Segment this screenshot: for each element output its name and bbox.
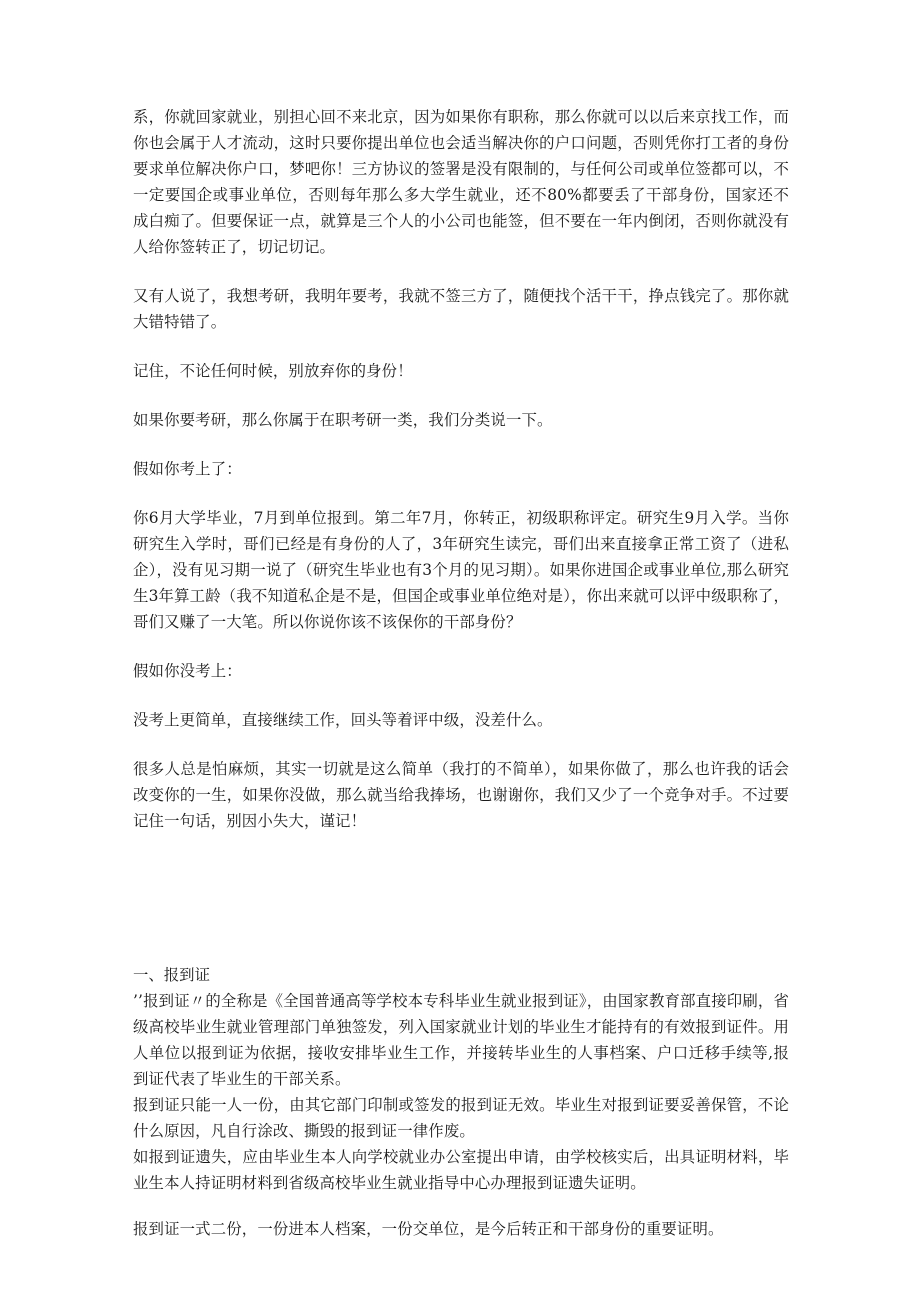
section-heading: 一、报到证	[133, 966, 210, 984]
paragraph: 如果你要考研，那么你属于在职考研一类，我们分类说一下。	[133, 411, 553, 429]
paragraph: 很多人总是怕麻烦，其实一切就是这么简单（我打的不简单），如果你做了，那么也许我的话会改变你的一生，如果你没做，那么就当给我捧场，也谢谢你，我们又少了一个竞争对手。不过要记住一句话，别因小失大，谨记！	[133, 760, 789, 830]
paragraph: 又有人说了，我想考研，我明年要考，我就不签三方了，随便找个活干干，挣点钱完了。那你就大错特错了。	[133, 287, 789, 331]
paragraph: 你6月大学毕业，7月到单位报到。第二年7月，你转正，初级职称评定。研究生9月入学。当你研究生入学时，哥们已经是有身份的人了，3年研究生读完，哥们出来直接拿正常工资了（进私企），没有见习期一说了（研究生毕业也有3个月的见习期）。如果你进国企或事业单位,那么研究生3年算工龄（我不知道私企是不是，但国企或事业单位绝对是），你出来就可以评中级职称了，哥们又赚了一大笔。所以你说你该不该保你的干部身份？	[133, 509, 789, 631]
section-line: 如报到证遗失，应由毕业生本人向学校就业办公室提出申请，由学校核实后，出具证明材料，毕业生本人持证明材料到省级高校毕业生就业指导中心办理报到证遗失证明。	[133, 1148, 789, 1192]
paragraph: 假如你考上了：	[133, 460, 242, 478]
paragraph: 记住，不论任何时候，别放弃你的身份！	[133, 362, 413, 380]
paragraph: 没考上更简单，直接继续工作，回头等着评中级，没差什么。	[133, 711, 553, 729]
blank-gap	[133, 857, 789, 962]
blank-gap	[133, 1196, 789, 1216]
section-line: ’’报到证〃的全称是《全国普通高等学校本专科毕业生就业报到证》，由国家教育部直接印刷，省级高校毕业生就业管理部门单独签发，列入国家就业计划的毕业生才能持有的有效报到证件。用人单位以报到证为依据，接收安排毕业生工作，并接转毕业生的人事档案、户口迁移手续等,报到证代表了毕业生的干部关系。	[133, 992, 789, 1088]
section-line: 报到证只能一人一份，由其它部门印制或签发的报到证无效。毕业生对报到证要妥善保管，不论什么原因，凡自行涂改、撕毁的报到证一律作废。	[133, 1096, 789, 1140]
paragraph: 假如你没考上：	[133, 662, 242, 680]
document-page	[133, 104, 789, 1242]
paragraph: 系，你就回家就业，别担心回不来北京，因为如果你有职称，那么你就可以以后来京找工作，而你也会属于人才流动，这时只要你提出单位也会适当解决你的户口问题，否则凭你打工者的身份要求单位解决你户口，梦吧你！三方协议的签署是没有限制的，与任何公司或单位签都可以，不一定要国企或事业单位，否则每年那么多大学生就业，还不80%都要丢了干部身份，国家还不成白痴了。但要保证一点，就算是三个人的小公司也能签，但不要在一年内倒闭，否则你就没有人给你签转正了，切记切记。	[133, 108, 789, 256]
section-line: 报到证一式二份，一份进本人档案，一份交单位，是今后转正和干部身份的重要证明。	[133, 1220, 724, 1238]
